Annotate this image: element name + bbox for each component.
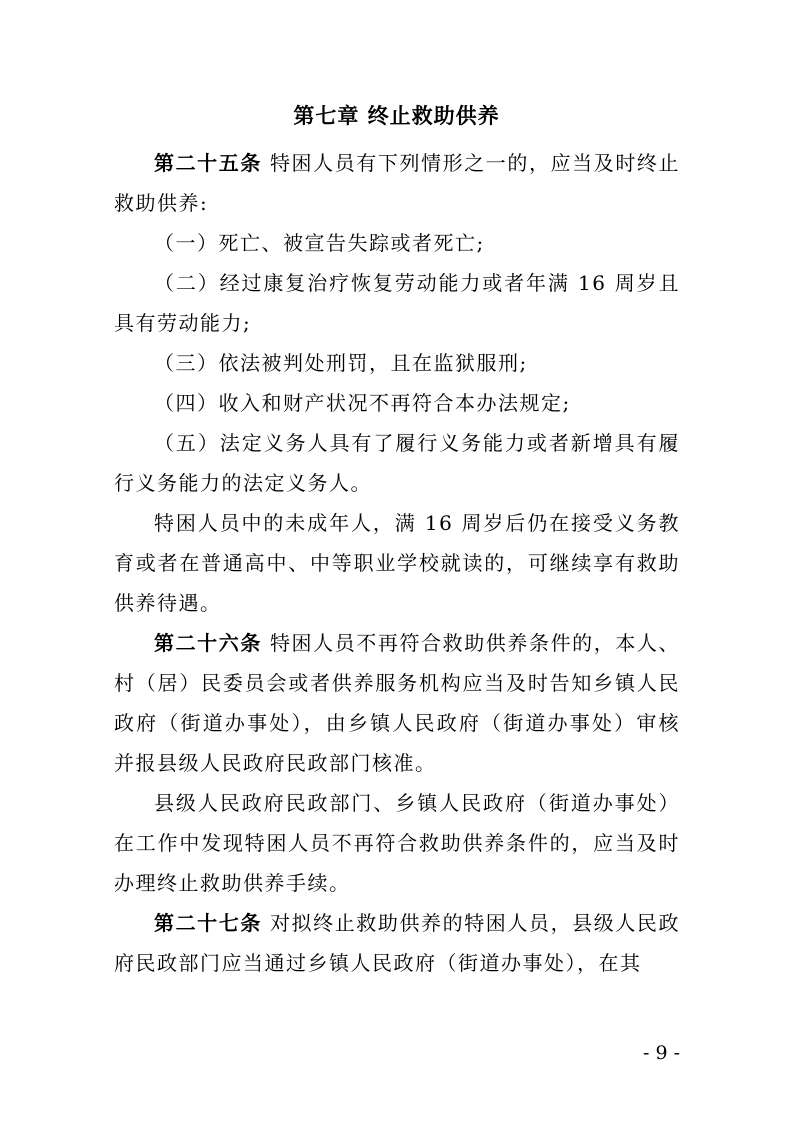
page-number: - 9 - <box>642 1042 680 1064</box>
paragraph-text: 县级人民政府民政部门、乡镇人民政府（街道办事处）在工作中发现特困人员不再符合救助供养条件的，应当及时办理终止救助供养手续。 <box>114 791 680 895</box>
paragraph-text: 特困人员不再符合救助供养条件的，本人、村（居）民委员会或者供养服务机构应当及时告知乡镇人民政府（街道办事处），由乡镇人民政府（街道办事处）审核并报县级人民政府民政部门核准。 <box>114 631 681 775</box>
paragraph-text: 对拟终止救助供养的特困人员，县级人民政府民政部门应当通过乡镇人民政府（街道办事处），在其 <box>114 911 681 975</box>
article-number: 第二十六条 <box>154 631 262 655</box>
chapter-title: 第七章 终止救助供养 <box>293 103 500 128</box>
paragraph-text: （五）法定义务人具有了履行义务能力或者新增具有履行义务能力的法定义务人。 <box>114 431 680 495</box>
article-number: 第二十五条 <box>154 151 262 175</box>
paragraph <box>114 783 680 903</box>
paragraph <box>114 263 680 343</box>
paragraph <box>114 223 680 263</box>
article-number: 第二十七条 <box>154 911 262 935</box>
paragraph-text: （二）经过康复治疗恢复劳动能力或者年满 16 周岁且具有劳动能力; <box>114 271 680 335</box>
paragraph-text: （一）死亡、被宣告失踪或者死亡; <box>154 231 485 255</box>
paragraph-text: 特困人员有下列情形之一的，应当及时终止救助供养: <box>114 151 681 215</box>
paragraph <box>114 143 680 223</box>
body-text <box>114 143 680 983</box>
paragraph <box>114 903 680 983</box>
paragraph <box>114 503 680 623</box>
paragraph-text: （三）依法被判处刑罚，且在监狱服刑; <box>154 351 528 375</box>
paragraph-text: 特困人员中的未成年人，满 16 周岁后仍在接受义务教育或者在普通高中、中等职业学校就读的，可继续享有救助供养待遇。 <box>114 511 680 615</box>
paragraph <box>114 343 680 383</box>
paragraph <box>114 423 680 503</box>
paragraph <box>114 623 680 783</box>
paragraph <box>114 383 680 423</box>
paragraph-text: （四）收入和财产状况不再符合本办法规定; <box>154 391 571 415</box>
